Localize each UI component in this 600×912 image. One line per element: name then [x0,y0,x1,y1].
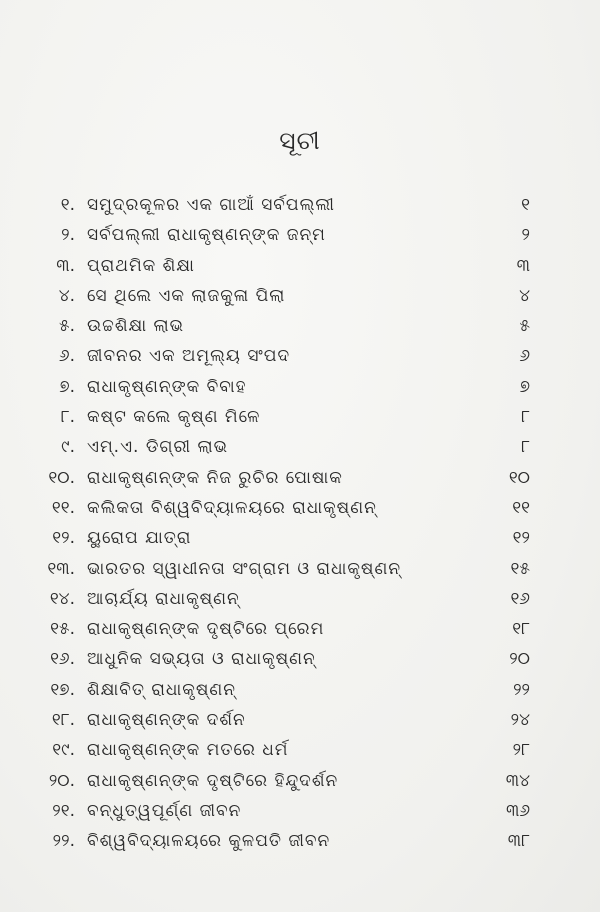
entry-page: ୭ [519,376,530,397]
toc-entry [0,190,600,220]
entry-title: ଜୀବନର ଏକ ଅମୂଲ୍ୟ ସଂପଦ [87,346,291,367]
toc-entry [0,584,600,614]
entry-number: ୫. [58,316,75,337]
entry-title: ସର୍ବପଲ୍ଲୀ ରାଧାକୃଷ୍ଣନ୍‌ଙ୍କ ଜନ୍ମ [87,225,326,246]
toc-entry [0,372,600,402]
entry-title: ସେ ଥିଲେ ଏକ ଲାଜକୁଳା ପିଲା [87,285,286,306]
toc-entry [0,766,600,796]
entry-title: ରାଧାକୃଷ୍ଣନ୍‌ଙ୍କ ଦୃଷ୍ଟିରେ ହିନ୍ଦୁଦର୍ଶନ [87,770,339,791]
toc-entry [0,796,600,826]
toc-entry [0,493,600,523]
entry-number: ୧୯. [52,740,75,761]
entry-number: ୧. [60,195,75,215]
entry-title: ରାଧାକୃଷ୍ଣନ୍‌ଙ୍କ ଦୃଷ୍ଟିରେ ପ୍ରେମ [87,619,325,640]
toc-entry [0,554,600,584]
toc-entry [0,311,600,341]
entry-number: ୩. [56,255,75,276]
entry-title: ରାଧାକୃଷ୍ଣନ୍‌ଙ୍କ ମତରେ ଧର୍ମ [87,740,289,761]
entry-page: ୨୨ [513,679,530,700]
toc-entry [0,432,600,462]
table-of-contents [0,190,600,857]
toc-entry [0,614,600,644]
entry-page: ୨ [521,225,530,246]
toc-entry [0,644,600,674]
entry-page: ୧୨ [512,528,530,549]
entry-number: ୨. [61,225,75,246]
entry-page: ୫ [519,316,530,337]
entry-title: ସମୁଦ୍ରକୂଳର ଏକ ଗାଆଁ ସର୍ବପଲ୍ଲୀ [87,195,335,215]
entry-number: ୪. [58,285,75,306]
entry-title: ବିଶ୍ୱବିଦ୍ୟାଳୟରେ କୁଳପତି ଜୀବନ [87,831,331,852]
entry-page: ୬ [519,346,530,367]
entry-number: ୨୨. [52,831,75,852]
entry-page: ୩୪ [505,770,530,791]
entry-number: ୧୦. [48,467,75,488]
entry-number: ୭. [59,376,75,397]
entry-title: କଷ୍ଟ କଲେ କୃଷ୍ଣ ମିଳେ [87,407,261,428]
entry-page: ୩୮ [507,831,530,852]
entry-page: ୨୦ [509,649,530,670]
entry-page: ୧୧ [512,497,530,518]
entry-title: ରାଧାକୃଷ୍ଣନ୍‌ଙ୍କ ବିବାହ [87,376,247,397]
entry-number: ୧୧. [51,497,75,518]
entry-number: ୮. [60,407,75,428]
entry-title: ଭାରତର ସ୍ୱାଧୀନତା ସଂଗ୍ରାମ ଓ ରାଧାକୃଷ୍ଣନ୍ [87,558,402,579]
entry-number: ୧୮. [51,710,75,731]
entry-number: ୧୬. [50,649,75,670]
entry-number: ୧୫. [50,619,75,640]
toc-entry [0,735,600,765]
entry-page: ୧୬ [510,588,530,609]
entry-page: ୧୫ [510,558,530,579]
entry-title: ଆଚାର୍ଯ୍ୟ ରାଧାକୃଷ୍ଣନ୍ [87,588,240,609]
toc-entry [0,220,600,250]
entry-page: ୮ [521,437,530,458]
toc-entry [0,705,600,735]
entry-title: ରାଧାକୃଷ୍ଣନ୍‌ଙ୍କ ଦର୍ଶନ [87,710,246,731]
toc-entry [0,341,600,371]
entry-number: ୨୧. [52,800,75,821]
entry-page: ୨୪ [510,710,530,731]
entry-page: ୩ [516,255,530,276]
entry-number: ୧୩. [47,558,75,579]
toc-entry [0,826,600,856]
entry-page: ୧୮ [512,619,530,640]
entry-number: ୧୨. [52,528,75,549]
entry-title: କଲିକତା ବିଶ୍ୱବିଦ୍ୟାଳୟରେ ରାଧାକୃଷ୍ଣନ୍ [87,497,377,518]
entry-page: ୪ [519,285,530,306]
entry-page: ୧୦ [508,467,530,488]
entry-number: ୯. [61,437,75,458]
entry-title: ୟୁରୋପ ଯାତ୍ରା [87,528,192,549]
entry-page: ୮ [521,407,530,428]
entry-title: ରାଧାକୃଷ୍ଣନ୍‌ଙ୍କ ନିଜ ରୁଚିର ପୋଷାକ [87,467,343,488]
entry-title: ଉଚ୍ଚଶିକ୍ଷା ଲାଭ [87,316,184,337]
entry-page: ୩୬ [505,800,530,821]
entry-title: ଆଧୁନିକ ସଭ୍ୟତା ଓ ରାଧାକୃଷ୍ଣନ୍ [87,649,316,670]
entry-page: ୨୮ [512,740,530,761]
entry-page: ୧ [521,195,530,215]
entry-number: ୨୦. [48,770,75,791]
toc-entry [0,402,600,432]
entry-number: ୬. [58,346,75,367]
entry-number: ୧୭. [50,679,75,700]
toc-entry [0,281,600,311]
entry-title: ବନ୍ଧୁତ୍ୱପୂର୍ଣ୍ଣ ଜୀବନ [87,800,242,821]
entry-title: ପ୍ରାଥମିକ ଶିକ୍ଷା [87,255,195,276]
toc-entry [0,523,600,553]
page-title: ସୂଚୀ [279,126,321,155]
toc-entry [0,675,600,705]
toc-entry [0,251,600,281]
entry-number: ୧୪. [49,588,75,609]
toc-entry [0,463,600,493]
entry-title: ଏମ୍‌.ଏ. ଡିଗ୍ରୀ ଲାଭ [87,437,228,458]
entry-title: ଶିକ୍ଷାବିତ୍ ରାଧାକୃଷ୍ଣନ୍ [87,679,236,700]
